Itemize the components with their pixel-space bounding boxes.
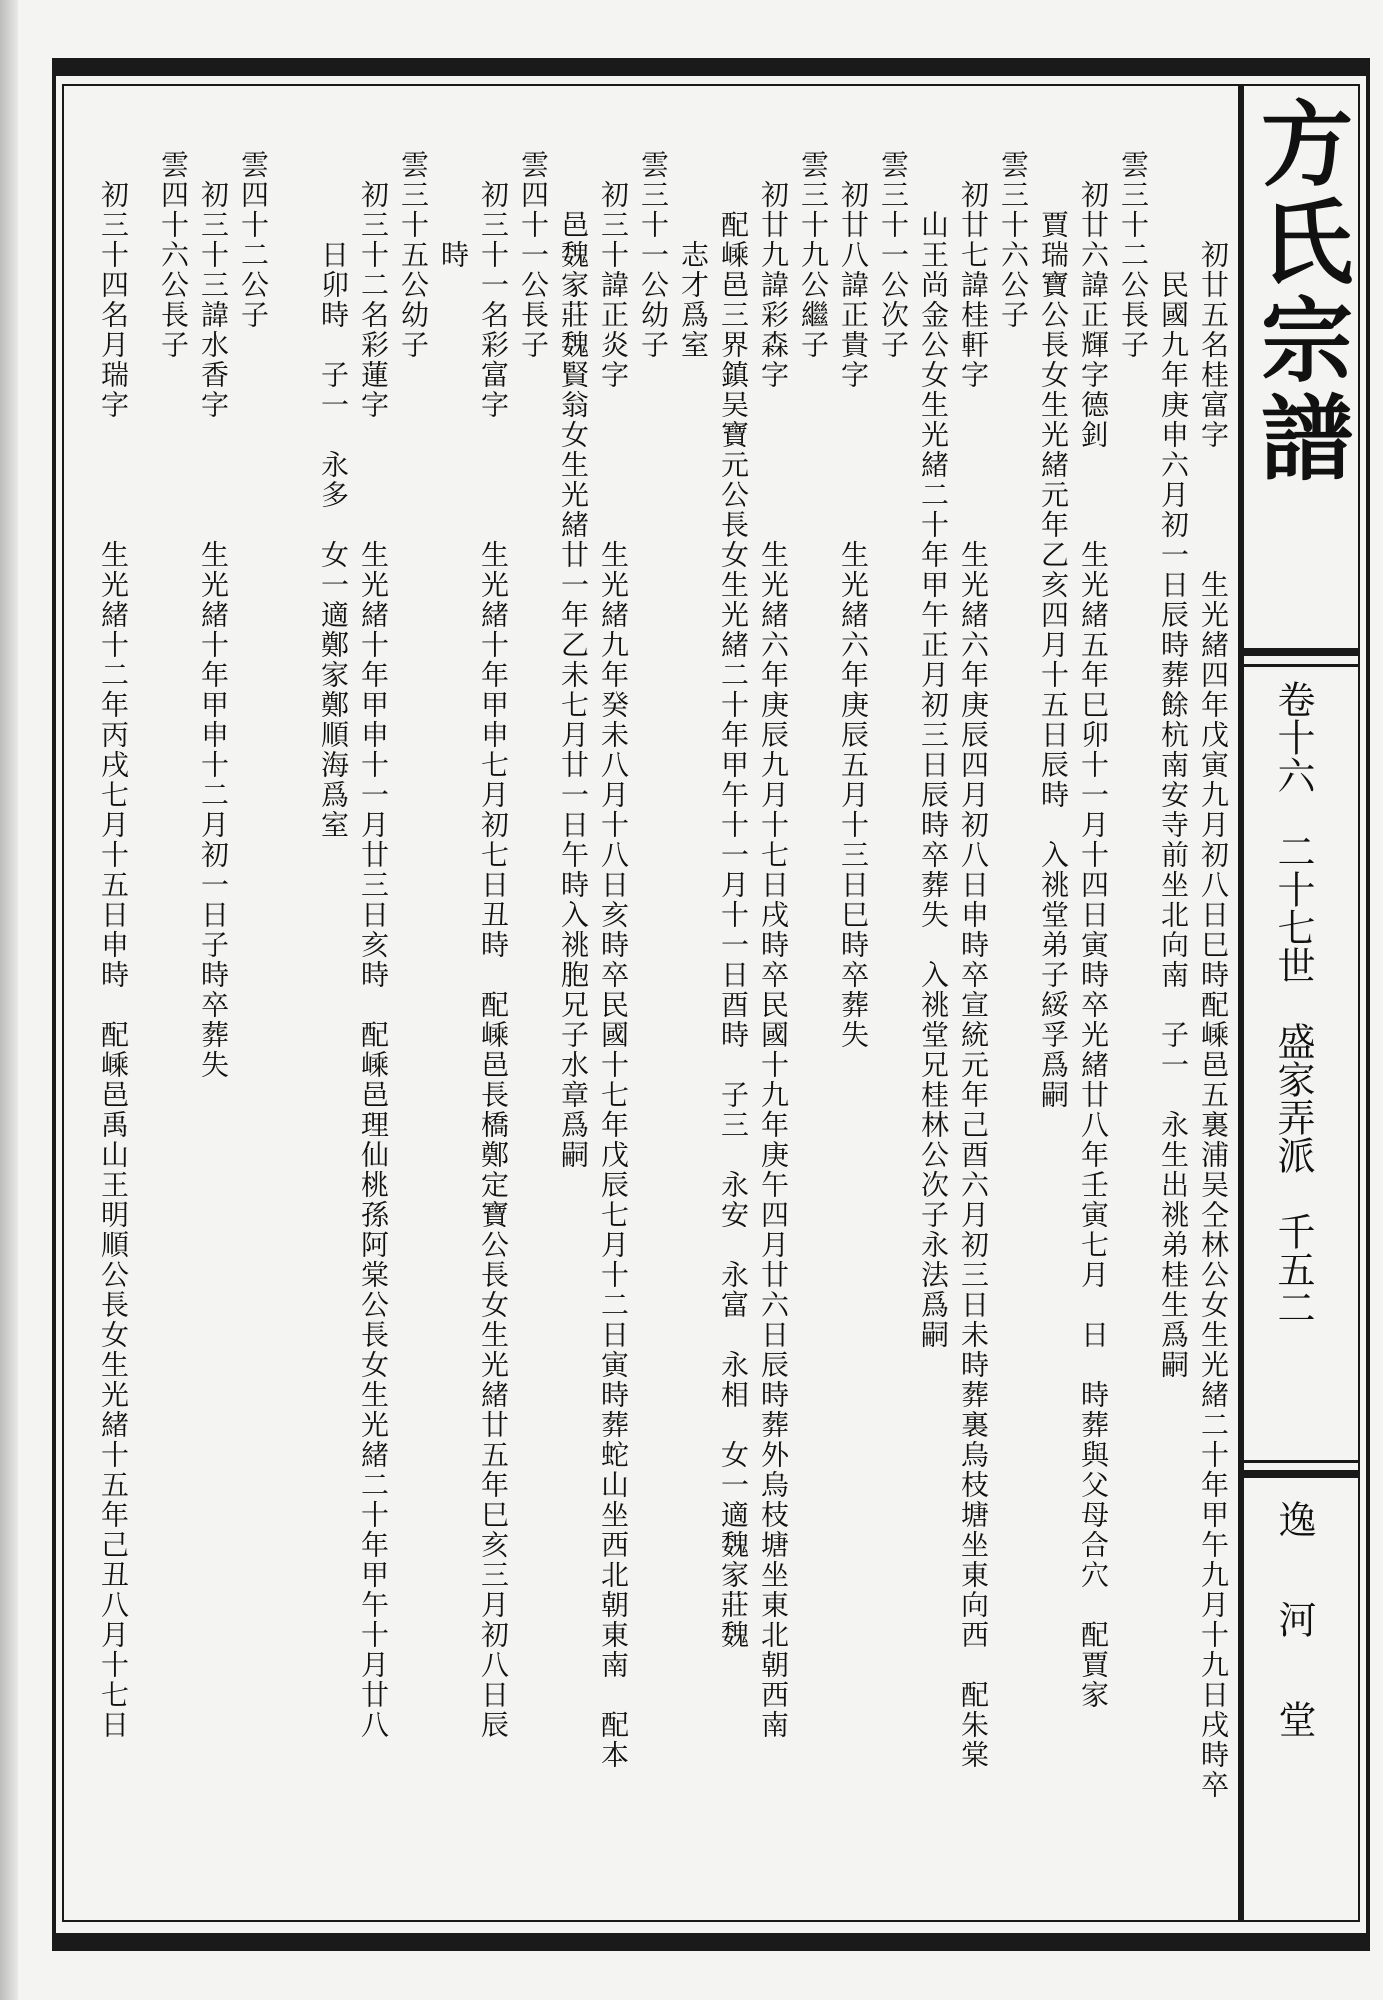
banner-divider <box>1238 1460 1360 1463</box>
text-column: 初三十四名月瑞字 生光緒十二年丙戌七月十五日申時 配嵊邑禹山王明順公長女生光緒十五年己丑八月十七日 <box>97 180 130 1740</box>
page-title: 方氏宗譜 <box>1246 96 1354 488</box>
text-column: 初廿六諱正輝字德釗 生光緒五年巳卯十一月十四日寅時卒光緒廿八年壬寅七月 日 時葬與父母合穴 配賈家 <box>1077 180 1110 1710</box>
text-column: 志才爲室 <box>677 180 710 360</box>
text-column: 初廿五名桂富字 生光緒四年戊寅九月初八日巳時配嵊邑五裏浦吴仝林公女生光緒二十年甲午九月十九日戌時卒 <box>1197 180 1230 1800</box>
hall-name: 逸河堂 <box>1272 1500 1316 1800</box>
text-column: 賈瑞寶公長女生光緒元年乙亥四月十五日辰時 入祧堂弟子綏孚爲嗣 <box>1037 180 1070 1110</box>
text-column: 日卯時 子一 永多 女一適鄭家鄭順海爲室 <box>317 180 350 840</box>
text-column: 初廿七諱桂軒字 生光緒六年庚辰四月初八日申時卒宣統元年己酉六月初三日未時葬裏烏枝塘坐東向西 配朱棠 <box>957 180 990 1770</box>
text-column: 初廿八諱正貴字 生光緒六年庚辰五月十三日巳時卒葬失 <box>837 180 870 1050</box>
text-column: 時 <box>437 180 470 270</box>
text-column: 雲三十五公幼子 <box>397 150 430 360</box>
text-column: 初三十一名彩富字 生光緒十年甲申七月初七日丑時 配嵊邑長橋鄭定寶公長女生光緒廿五年巳亥三月初八日辰 <box>477 180 510 1740</box>
text-column: 民國九年庚申六月初一日辰時葬餘杭南安寺前坐北向南 子一 永生出祧弟桂生爲嗣 <box>1157 180 1190 1380</box>
text-column: 山王尚金公女生光緒二十年甲午正月初三日辰時卒葬失 入祧堂兄桂林公次子永法爲嗣 <box>917 180 950 1350</box>
text-column: 邑魏家莊魏賢翁女生光緒廿一年乙未七月廿一日午時入祧胞兄子水章爲嗣 <box>557 180 590 1170</box>
text-column: 雲三十一公次子 <box>877 150 910 360</box>
page-edge-shadow <box>0 0 18 2000</box>
text-column: 初三十諱正炎字 生光緒九年癸未八月十八日亥時卒民國十七年戊辰七月十二日寅時葬蛇山坐西北朝東南 配本 <box>597 180 630 1770</box>
text-column: 初三十三諱水香字 生光緒十年甲申十二月初一日子時卒葬失 <box>197 180 230 1080</box>
volume-info: 卷十六 二十七世 盛家弄派 千五二 <box>1271 680 1315 1326</box>
banner-divider <box>1238 664 1360 667</box>
text-column: 雲四十一公長子 <box>517 150 550 360</box>
banner-divider <box>1238 1470 1360 1478</box>
text-column: 雲三十六公子 <box>997 150 1030 330</box>
text-column: 雲三十二公長子 <box>1117 150 1150 360</box>
banner-divider <box>1238 648 1360 656</box>
text-column: 初三十二名彩蓮字 生光緒十年甲申十一月廿三日亥時 配嵊邑理仙桃孫阿棠公長女生光緒二十年甲午十月廿八 <box>357 180 390 1740</box>
text-column: 雲四十六公長子 <box>157 150 190 360</box>
text-column: 初廿九諱彩森字 生光緒六年庚辰九月十七日戌時卒民國十九年庚午四月廿六日辰時葬外烏枝塘坐東北朝西南 <box>757 180 790 1740</box>
text-column: 雲三十一公幼子 <box>637 150 670 360</box>
text-column: 雲三十九公繼子 <box>797 150 830 360</box>
text-column: 雲四十二公子 <box>237 150 270 330</box>
text-column: 配嵊邑三界鎮吴寶元公長女生光緒二十年甲午十一月十一日酉時 子三 永安 永富 永相 女一適魏家莊魏 <box>717 180 750 1650</box>
